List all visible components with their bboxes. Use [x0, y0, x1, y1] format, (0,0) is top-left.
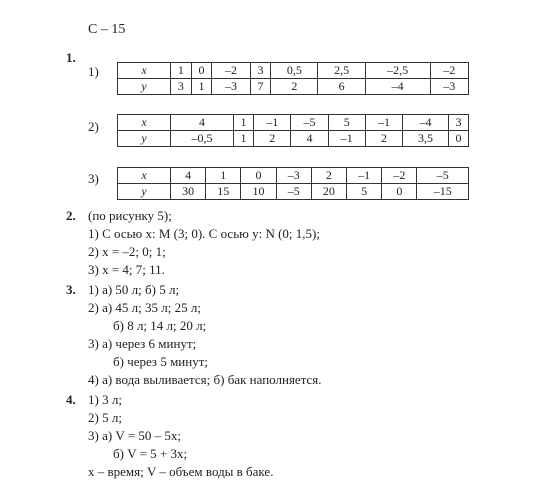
table-cell: –1 — [328, 131, 365, 147]
values-table-1 — [117, 62, 469, 95]
problem-2-line: (по рисунку 5); — [88, 208, 172, 223]
table-cell: 5 — [328, 115, 365, 131]
table-cell: 6 — [318, 79, 365, 95]
table-cell: 30 — [171, 184, 206, 200]
table-cell: –3 — [430, 79, 468, 95]
table-cell: 7 — [250, 79, 271, 95]
table-cell: 1 — [234, 131, 254, 147]
table-cell: –4 — [403, 115, 449, 131]
table-row-y — [118, 131, 469, 147]
table-cell: 5 — [347, 184, 382, 200]
problem-2-line: 1) С осью x: M (3; 0). С осью y: N (0; 1,5); — [88, 226, 320, 241]
problem-3-line: б) 8 л; 14 л; 20 л; — [113, 318, 207, 333]
problem-4-line: x – время; V – объем воды в баке. — [88, 464, 274, 479]
table-cell: 1 — [206, 168, 241, 184]
table-cell: –15 — [417, 184, 469, 200]
problem-1-number: 1. — [66, 50, 76, 65]
table-cell: 20 — [311, 184, 346, 200]
table-cell: 2,5 — [318, 63, 365, 79]
table-row-x — [118, 115, 469, 131]
table-cell: 0 — [241, 168, 276, 184]
problem-2-line: 3) x = 4; 7; 11. — [88, 262, 165, 277]
table-1-label: 1) — [88, 64, 99, 79]
table-cell: 3 — [171, 79, 192, 95]
table-row-x — [118, 168, 469, 184]
problem-2-line: 2) x = –2; 0; 1; — [88, 244, 166, 259]
table-cell: –2 — [430, 63, 468, 79]
table-cell: –3 — [212, 79, 250, 95]
table-row-y — [118, 184, 469, 200]
table-cell: –4 — [365, 79, 430, 95]
table-row-x — [118, 63, 469, 79]
problem-3-number: 3. — [66, 282, 76, 297]
table-cell: 3 — [448, 115, 468, 131]
table-cell: 3,5 — [403, 131, 449, 147]
table-row-y — [118, 79, 469, 95]
table-cell: –2 — [212, 63, 250, 79]
problem-3-line: 1) а) 50 л; б) 5 л; — [88, 282, 180, 297]
table-cell: 1 — [234, 115, 254, 131]
table-cell: 0,5 — [271, 63, 318, 79]
problem-4-line: 3) а) V = 50 – 5x; — [88, 428, 182, 443]
table-cell: –3 — [276, 168, 311, 184]
row-label-x: x — [118, 63, 171, 79]
problem-2-number: 2. — [66, 208, 76, 223]
values-table-2 — [117, 114, 469, 147]
page-header: С – 15 — [88, 22, 126, 37]
table-cell: –1 — [365, 115, 402, 131]
row-label-y: y — [118, 184, 171, 200]
table-cell: 2 — [311, 168, 346, 184]
table-cell: 2 — [254, 131, 291, 147]
problem-4-line: 2) 5 л; — [88, 410, 122, 425]
table-cell: –5 — [291, 115, 328, 131]
problem-4-line: б) V = 5 + 3x; — [113, 446, 188, 461]
table-cell: –2,5 — [365, 63, 430, 79]
table-cell: 2 — [365, 131, 402, 147]
table-cell: 4 — [171, 115, 234, 131]
table-cell: 2 — [271, 79, 318, 95]
table-cell: –2 — [382, 168, 417, 184]
table-cell: 4 — [171, 168, 206, 184]
table-cell: 15 — [206, 184, 241, 200]
table-2-label: 2) — [88, 119, 99, 134]
table-cell: 10 — [241, 184, 276, 200]
problem-3-line: 4) а) вода выливается; б) бак наполняется. — [88, 372, 322, 387]
problem-3-line: 2) а) 45 л; 35 л; 25 л; — [88, 300, 201, 315]
table-cell: –1 — [254, 115, 291, 131]
row-label-x: x — [118, 168, 171, 184]
table-cell: 1 — [171, 63, 192, 79]
table-cell: 3 — [250, 63, 271, 79]
problem-4-number: 4. — [66, 392, 76, 407]
problem-4-line: 1) 3 л; — [88, 392, 122, 407]
table-cell: 1 — [191, 79, 212, 95]
table-cell: 4 — [291, 131, 328, 147]
problem-3-line: б) через 5 минут; — [113, 354, 208, 369]
row-label-y: y — [118, 79, 171, 95]
table-cell: –5 — [276, 184, 311, 200]
values-table-3 — [117, 167, 469, 200]
row-label-x: x — [118, 115, 171, 131]
table-cell: 0 — [191, 63, 212, 79]
problem-3-line: 3) а) через 6 минут; — [88, 336, 197, 351]
row-label-y: y — [118, 131, 171, 147]
table-3-label: 3) — [88, 171, 99, 186]
table-cell: –0,5 — [171, 131, 234, 147]
table-cell: –5 — [417, 168, 469, 184]
table-cell: –1 — [347, 168, 382, 184]
table-cell: 0 — [382, 184, 417, 200]
table-cell: 0 — [448, 131, 468, 147]
